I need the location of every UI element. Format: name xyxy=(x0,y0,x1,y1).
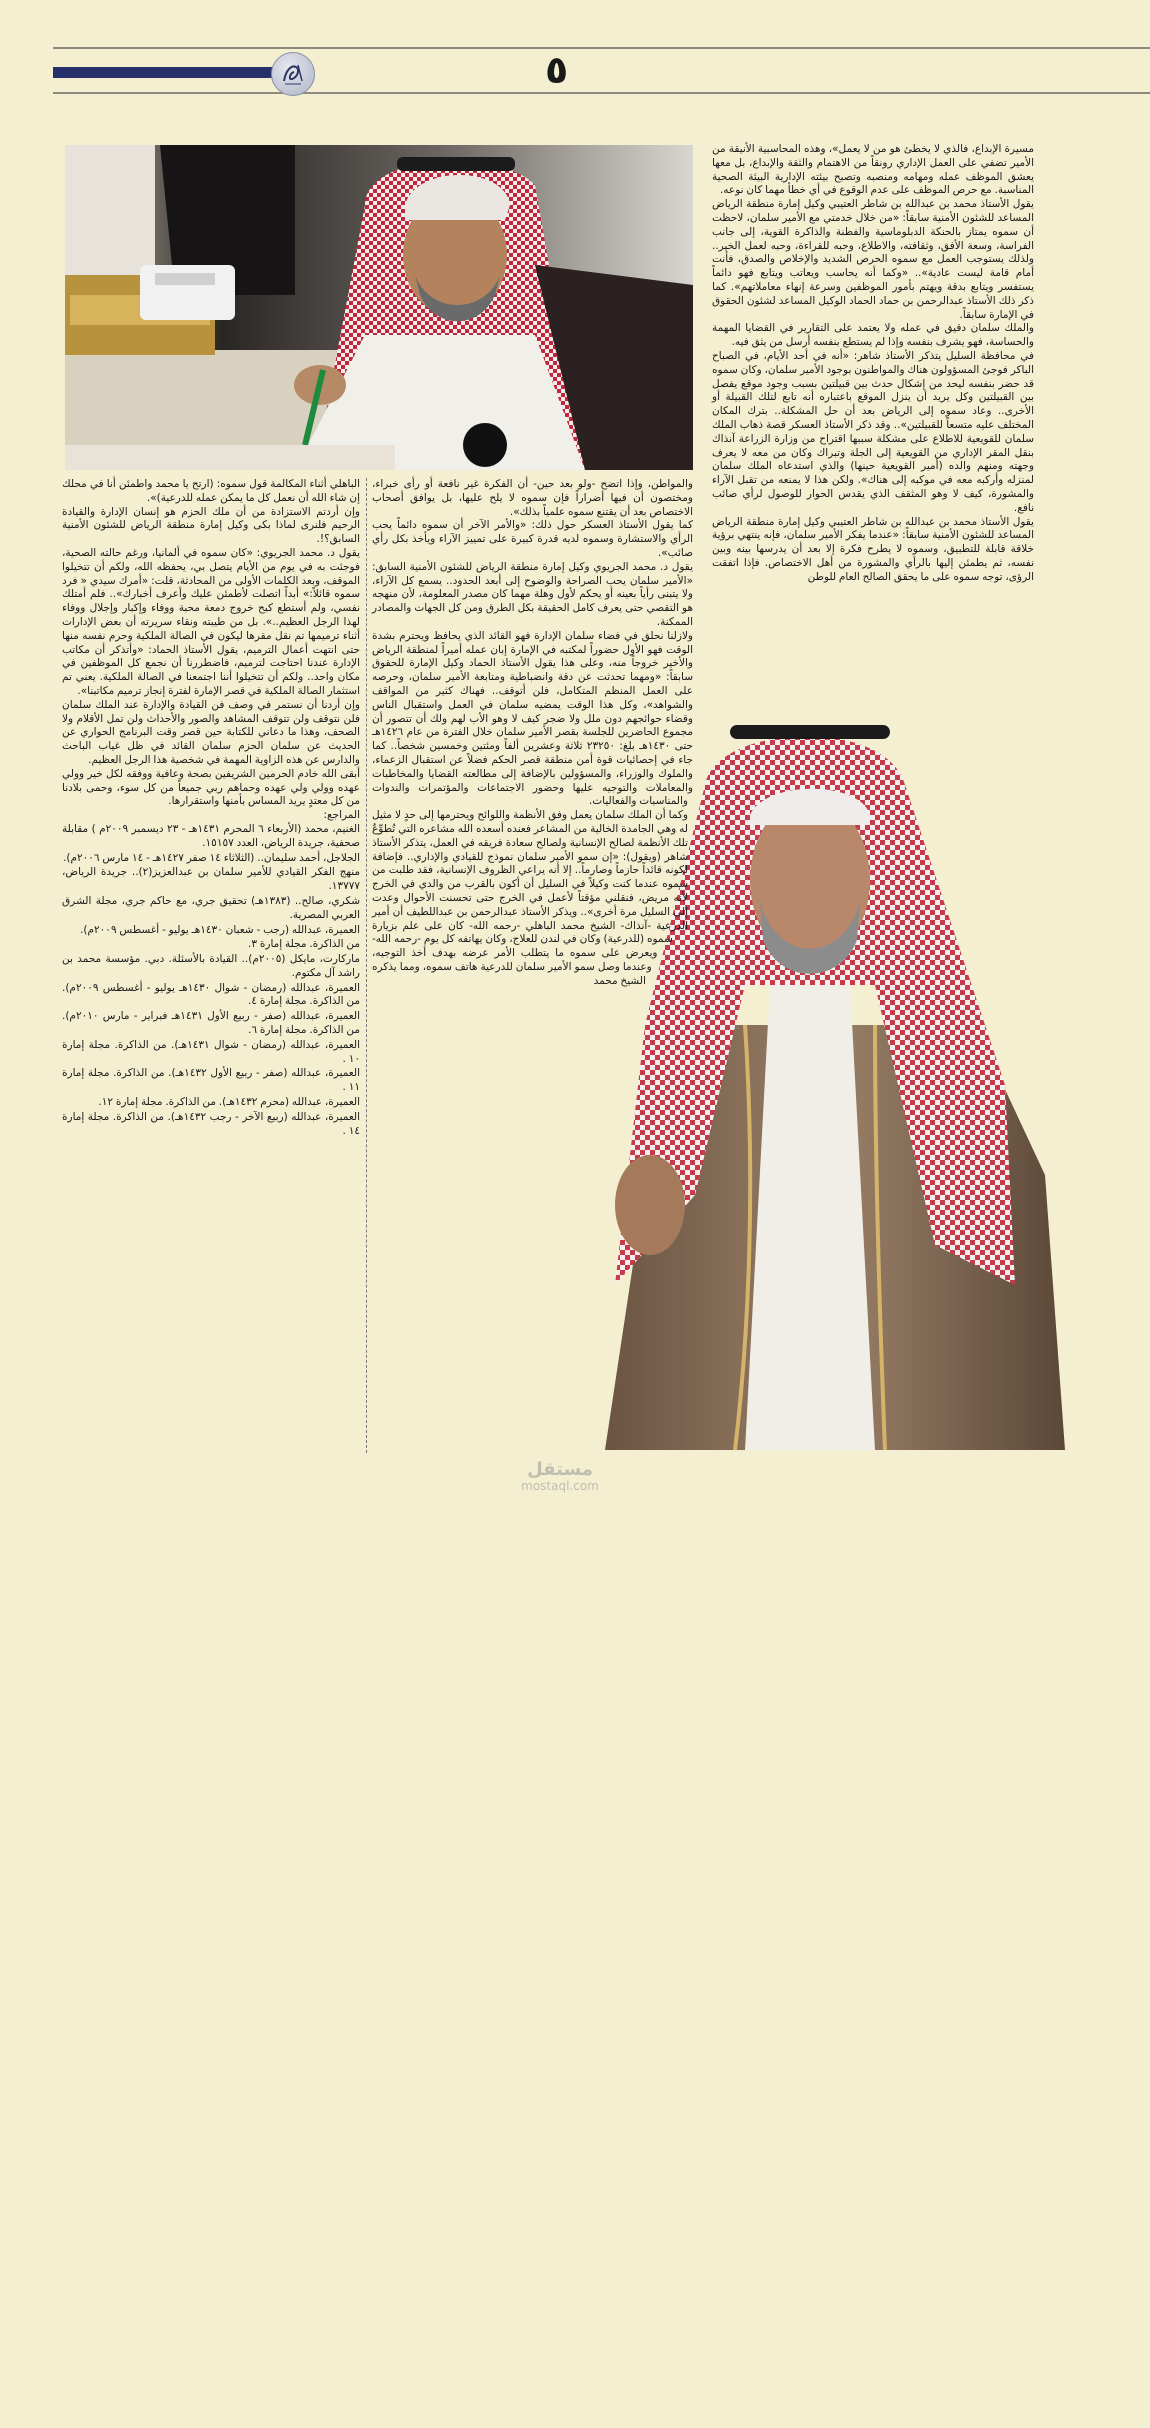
reference-item: الجلاجل، أحمد سليمان.. (الثلاثاء ١٤ صفر ١٤٢٧هـ - ١٤ مارس ٢٠٠٦م). xyxy=(63,851,360,864)
magazine-logo xyxy=(271,52,315,96)
paragraph: مسيرة الإبداع، فالذي لا يخطئ هو من لا يعمل»، وهذه المحاسبية الأنيقة من الأمير تضفي على العمل الإداري رونقاً من الاهتمام والثقة والإبداع، بل معها يعشق الموظف عمله ومهامه ومنصبه وتصبح بيئته الإدارية البيئة الصحية المناسبة. مع حرص الموظف على عدم الوقوع في أي خطأ مهما كان نوعه. xyxy=(712,143,1034,197)
reference-item: العميرة، عبدالله (ربيع الآخر - رجب ١٤٣٢هـ). من الذاكرة. مجلة إمارة ١٤ . xyxy=(62,1110,361,1137)
paragraph: يقول الأستاذ محمد بن عبدالله بن شاطر العتيبي وكيل إمارة منطقة الرياض المساعد للشئون الأمنية سابقاً: «عندما يفكر الأمير سلمان، فإنه ينتهي برؤية خلاقة قابلة للتطبيق، وسموه لا يطرح فكرة إلا بعد أن يدرسها بينه وبين نفسه، ثم يطمئن إليها بالرأي والمشورة من أهل الاختصاص. فإذا اتفقت الرؤى، توجه سموه على ما يحقق الصالح العام للوطن xyxy=(712,515,1034,583)
column-divider xyxy=(366,478,367,1453)
photo-king-signing xyxy=(65,145,693,470)
article-column-left xyxy=(62,478,360,1139)
reference-item: الغنيم، محمد (الأربعاء ٦ المحرم ١٤٣١هـ - ٢٣ ديسمبر ٢٠٠٩م ) مقابلة صحفية، جريدة الرياض، العدد ١٥١٥٧. xyxy=(62,822,361,849)
paragraph: والملك سلمان دقيق في عمله ولا يعتمد على التقارير في القضايا المهمة والحساسة، فهو يشرف بنفسه وإذا لم يستطع بنفسه أرسل من يثق فيه. xyxy=(712,322,1034,349)
watermark-arabic: مستقل xyxy=(527,1459,593,1480)
reference-item: العميرة، عبدالله (رمضان - شوال ١٤٣١هـ). من الذاكرة. مجلة إمارة ١٠ . xyxy=(62,1038,361,1065)
reference-item: العميرة، عبدالله (رجب - شعبان ١٤٣٠هـ يوليو - أغسطس ٢٠٠٩م). xyxy=(80,923,360,936)
paragraph: الباهلي أثناء المكالمة قول سموه: (ارتح يا محمد واطمئن أنا في محلك إن شاء الله أن نعمل كل ما يمكن عمله للدرعية)». xyxy=(62,478,360,504)
reference-item: منهج الفكر القيادي للأمير سلمان بن عبدالعزيز(٢).. جريدة الرياض، ١٣٧٧٧. xyxy=(62,866,360,893)
reference-item: ماركارت، مايكل (٢٠٠٥م).. القيادة بالأسئلة. دبي. مؤسسة محمد بن راشد آل مكتوم. xyxy=(62,953,360,979)
reference-item: من الذاكرة. مجلة إمارة ٣. xyxy=(248,938,360,951)
paragraph: يقول الأستاذ محمد بن عبدالله بن شاطر العتيبي وكيل إمارة منطقة الرياض المساعد للشئون الأمنية سابقاً: «من خلال خدمتي مع الأمير سلمان، لاحظت أن سموه يمتاز بالحنكة الدبلوماسية والفطنة والذاكرة القوية، إلى جانب الفراسة، وسعة الأفق، وثقافته، والاطلاع، وحبه للقراءة، وحبه لعمل الخير.. ولذلك يستوجب العمل مع سموه الحرص الشديد والإخلاص والصدق، فأنت أمام قامة ليست عادية».. «وكما أنه يحاسب ويعاتب ويتابع فهو دائماً يستفسر ويتابع بدقة ويهتم بأمور الموظفين وسرعة إنهاء معاملاتهم». كما ذكر ذلك الأستاذ عبدالرحمن بن حماد الحماد الوكيل المساعد لشئون الحقوق في الإمارة سابقاً. xyxy=(712,198,1034,321)
wrap-spacer xyxy=(372,1453,472,2428)
header-bottom-rule xyxy=(53,92,1150,94)
paragraph: والمواطن، وإذا اتضح -ولو بعد حين- أن الفكرة غير نافعة أو رأى خبراء، ومختصون أن فيها أضراراً فإن سموه لا يلح عليها، بل يوافق أصحاب الاختصاص بعد أن يقتنع سموه علمياً بذلك». xyxy=(372,478,693,518)
reference-item: شكري، صالح.. (١٣٨٣هـ) تحقيق جري، مع حاكم جري، مجلة الشرق العربي المصرية. xyxy=(62,894,360,921)
paragraph: وإن أردنا أن نستمر في وصف فن القيادة والإدارة عند الملك سلمان فلن نتوقف ولن تتوقف المشاهد والصور والأحداث ولن تمل الأقلام ولا الصحف، وهذا ما دعاني للكتابة حين قصر وقت البرنامج الحواري عن الحديث عن سلمان الحزم سلمان القائد في ظل غياب الباحث والدارس عن هذه الزاوية المهمة في شخصية هذا الرجل العظيم. xyxy=(62,698,360,766)
reference-item: العميرة، عبدالله (رمضان - شوال ١٤٣٠هـ يوليو - أغسطس ٢٠٠٩م). من الذاكرة. مجلة إمارة ٤. xyxy=(62,981,360,1008)
watermark xyxy=(505,1459,615,1494)
reference-item: العميرة، عبدالله (محرم ١٤٣٢هـ). من الذاكرة. مجلة إمارة ١٢. xyxy=(98,1096,360,1109)
paragraph: ولازلنا نحلق في فضاء سلمان الإدارة فهو القائد الذي يحافظ ويحترم بشدة الوقت فهو الأول حضوراً لمكتبه في الإمارة إبان عمله أميراً لمنطقة الرياض والأخير خروجاً منه، وعلى هذا يقول الأستاذ الحماد وكيل الإمارة للحقوق سابقاً: «ومهما تحدثت عن دقة وانضباطية ومتابعة الأمير سلمان، وحرصه على العمل المنظم المتكامل، فلن أتوقف.. فهناك كثير من المواقف والشواهد»، وكل هذا الوقت يمضيه سلمان في العمل واستقبال الناس وقضاء حوائجهم دون ملل ولا ضجر كيف لا وهو الأب لهم ولك أن تتصور أن مجموع الحاضرين للجلسة بقصر الأمير سلمان خلال الفترة من عام ١٤٢٦هـ حتى ١٤٣٠هـ بلغ: ٢٣٢٥٠ ثلاثة وعشرين ألفاً ومئتين وخمسين شخصاً.. كما جاء في إحصائيات قوة أمن منطقة قصر الحكم فضلاً عن استقبال الزعماء، والملوك والوزراء، والمسؤولين بالإضافة إلى مطالعته القضايا والمخاطبات والمعاملات والتوجيه عليها وحضور الاجتماعات والمؤتمرات والندوات والمناسبات والفعاليات. xyxy=(372,629,693,808)
page-number: ٥ xyxy=(545,48,569,92)
references-heading: المراجع: xyxy=(323,809,360,822)
paragraph: يقول د. محمد الجريوي: «كان سموه في ألمانيا، ورغم حالته الصحية، فوجئت به في يوم من الأيام يتصل بي، يحفظه الله، ولكم أن تتخيلوا الموقف، وبعد الكلمات الأولى من المحادثة، قلت: «أمرك سيدي « فرد سموه قائلاً:» أبداً اتصلت لأطمئن عليك وأعرف أخبارك».. فلم أمتلك نفسي، ولم أستطع كبح خروج دمعة محبة ووفاء وإكبار وإجلال ووفاء لهذا الرجل العظيم..». بل من طيبته ونقاء سريرته أن بعض الإدارات أثناء ترميمها تم نقل مقرها ليكون في الصالة الملكية وحرم نفسه منها حتى انتهت أعمال الترميم، يقول الأستاذ الحماد: «وأتذكر أن مكاتب الإدارة عندنا احتاجت لترميم، فاضطررنا أن نجمع كل الموظفين في مكان واحد.. ولكم أن تتخيلوا أننا اجتمعنا في الصالة الملكية. يعني تم استثمار الصالة الملكية في قصر الإمارة لفترة إنجاز ترميم مكاتبنا». xyxy=(62,546,360,697)
header-top-rule xyxy=(53,47,1150,49)
paragraph: وكما أن الملك سلمان يعمل وفق الأنظمة واللوائح ويحترمها إلى حدٍ لا مثيل له وهي الجامدة الخالية من المشاعر فعنده أسعده الله مشاعره التي تُطوِّعُ تلك الأنظمة لصالح الإنسانية ولصالح سعادة فريقه في العمل، يتذكر الأستاذ شاهر (ويقول): «إن سمو الأمير سلمان نموذج للقيادي والإداري.. فإضافة لكونه قائداً حازماً وصارماً.. إلا أنه يراعي الظروف الإنسانية، فقد طلبت من سموه عندما كنت وكيلاً في السليل أن أكون بالقرب من والدي في الخرج لأنه مريض، فنقلني مؤقتاً لأعمل في الخرج حتى تحسنت الأحوال وعدت إلى السليل مرة أخرى».. ويذكر الأستاذ عبدالرحمن بن عبداللطيف أن أمير الدرعية -آنذاك- الشيخ محمد الباهلي -رحمه الله- كان على علم بزيارة سموه (للدرعية) وكان في لندن للعلاج، وكان يهاتفه كل يوم -رحمه الله- ويعرض على سموه ما يتطلب الأمر عرضه بهدف أخذ التوجيه، وعندما وصل سمو الأمير سلمان للدرعية هاتف سموه، ومما يذكره الشيخ محمد xyxy=(372,809,688,987)
article-column-right xyxy=(712,143,1034,923)
header-accent-bar xyxy=(53,67,275,78)
paragraph: وإن أردتم الاستزادة من أن ملك الحزم هو إنسان الإدارة والقيادة الرحيم فلنرى لماذا بكى وكيل إمارة منطقة الرياض للشئون الأمنية السابق؟!. xyxy=(62,505,360,546)
paragraph: يقول د. محمد الجريوي وكيل إمارة منطقة الرياض للشئون الأمنية السابق: «الأمير سلمان يحب الصراحة والوضوح إلى أبعد الحدود.. يسمع كل الآراء، ولا يتبنى رأياً بعينه أو يحكم لأول وهلة مهما كان مصدر المعلومة، لأن منهجه هو التقصي حتى يعرف كامل الحقيقة بكل الطرق ومن كل الجهات والمصادر الممكنة. xyxy=(372,560,693,628)
reference-item: العميرة، عبدالله (صفر - ربيع الأول ١٤٣١هـ فبراير - مارس ٢٠١٠م). من الذاكرة. مجلة إمارة ٦. xyxy=(62,1010,360,1037)
watermark-latin: mostaql.com xyxy=(521,1479,599,1493)
article-column-middle xyxy=(372,478,693,2428)
paragraph: أبقى الله خادم الحرمين الشريفين بصحة وعافية ووفقه لكل خير وولي عهده وولي ولي عهده وحماهم ربي جميعاً من كل سوء، وحمى بلادنا من كل معتدٍ يريد المساس بأمنها واستقرارها. xyxy=(62,767,360,808)
references-list xyxy=(62,823,360,1139)
paragraph: في محافظة السليل يتذكر الأستاذ شاهر: «أنه في أحد الأيام، في الصباح الباكر فوجئ المسؤولون هناك والمواطنون بوجود الأمير سلمان، وكان سموه قد حضر بنفسه ليحد من إشكال حدث بين قبيلتين بسبب وجود موقع يفصل بين القبيلتين وكل يريد أن ينزل الموقع باعتباره أنه تابع لتلك القبيلة أو الأخرى.. وعاد سموه إلى الرياض بعد أن حل المشكلة.. بترك المكان المختلف عليه متسعاً للقبيلتين».. وقد ذكر الأستاذ العسكر قصة ذهاب الملك سلمان للقويعية للاطلاع على مشكلة سببها اقتراح من وزارة الزراعة آنذاك بنقل المقر الإداري من القويعية إلى الجلة وتبراك وكان من معه لا يعرف وجهته ومنهم والده (أمير القويعية حينها) والذي استدعاه الملك سلمان لمنزله وأركبه معه في موكبه إلى هناك». ولكن هذا لا يمنعه من تقبل الآراء والمشورة، كيف لا وهو المثقف الذي يقدس الحوار للوصول لرأي صائب نافع. xyxy=(712,349,1034,514)
logo-mark-icon xyxy=(276,57,310,91)
reference-item: العميرة، عبدالله (صفر - ربيع الأول ١٤٣٢هـ). من الذاكرة. مجلة إمارة ١١ . xyxy=(62,1067,360,1094)
paragraph: كما يقول الأستاذ العسكر حول ذلك: «والأمر الآخر أن سموه دائماً يحب الرأي والاستشارة وسموه لديه قدرة كبيرة على تمييز الآراء ويأخذ بكل رأي صائب». xyxy=(372,519,693,559)
